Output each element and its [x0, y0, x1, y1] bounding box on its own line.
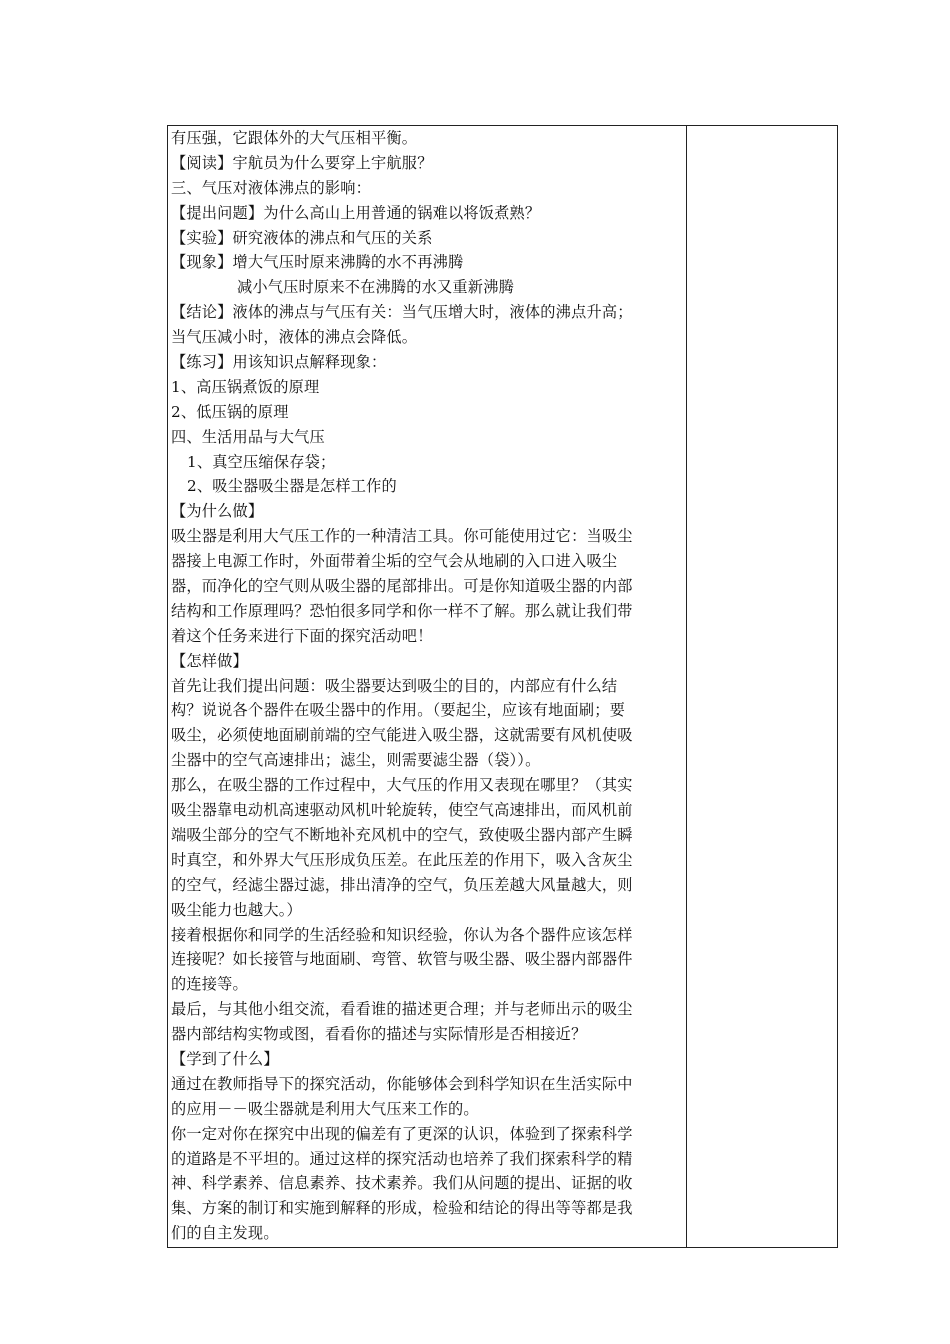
text-line: 三、气压对液体沸点的影响： — [171, 178, 372, 197]
text-line: 构？说说各个器件在吸尘器中的作用。（要起尘，应该有地面刷；要 — [171, 701, 626, 720]
text-line: 2、吸尘器吸尘器是怎样工作的 — [187, 477, 397, 496]
text-line: 你一定对你在探究中出现的偏差有了更深的认识，体验到了探索科学 — [171, 1124, 633, 1143]
text-line: 吸尘器靠电动机高速驱动风机叶轮旋转，使空气高速排出，而风机前 — [171, 801, 633, 820]
text-line: 有压强，它跟体外的大气压相平衡。 — [171, 129, 418, 147]
text-line: 着这个任务来进行下面的探究活动吧！ — [171, 626, 433, 645]
text-line: 结构和工作原理吗？恐怕很多同学和你一样不了解。那么就让我们带 — [171, 601, 633, 620]
text-line: 的空气，经滤尘器过滤，排出清净的空气，负压差越大风量越大，则 — [171, 875, 633, 894]
text-line: 们的自主发现。 — [171, 1224, 279, 1243]
text-line: 【结论】液体的沸点与气压有关：当气压增大时，液体的沸点升高； — [171, 303, 633, 322]
text-line: 的连接等。 — [171, 975, 248, 994]
text-line: 【实验】研究液体的沸点和气压的关系 — [171, 228, 433, 247]
text-line: 器，而净化的空气则从吸尘器的尾部排出。可是你知道吸尘器的内部 — [171, 577, 633, 596]
text-line: 1、真空压缩保存袋； — [187, 452, 336, 471]
text-line: 时真空，和外界大气压形成负压差。在此压差的作用下，吸入含灰尘 — [171, 850, 633, 869]
text-line: 的道路是不平坦的。通过这样的探究活动也培养了我们探索科学的精 — [171, 1149, 633, 1168]
notes-column-cell — [687, 126, 837, 1247]
text-line: 集、方案的制订和实施到解释的形成，检验和结论的得出等等都是我 — [171, 1199, 633, 1218]
text-line: 器接上电源工作时，外面带着尘垢的空气会从地刷的入口进入吸尘 — [171, 552, 618, 571]
text-line: 首先让我们提出问题：吸尘器要达到吸尘的目的，内部应有什么结 — [171, 676, 618, 695]
text-line: 【怎样做】 — [171, 651, 248, 670]
text-line: 【现象】增大气压时原来沸腾的水不再沸腾 — [171, 253, 464, 272]
text-line: 端吸尘部分的空气不断地补充风机中的空气，致使吸尘器内部产生瞬 — [171, 825, 633, 844]
text-line: 吸尘，必须使地面刷前端的空气能进入吸尘器，这就需要有风机使吸 — [171, 726, 633, 745]
lesson-content-cell — [171, 126, 683, 1246]
text-line: 四、生活用品与大气压 — [171, 427, 325, 446]
text-line: 当气压减小时，液体的沸点会降低。 — [171, 328, 418, 347]
text-line: 接着根据你和同学的生活经验和知识经验，你认为各个器件应该怎样 — [171, 925, 633, 944]
text-line: 连接呢？如长接管与地面刷、弯管、软管与吸尘器、吸尘器内部器件 — [171, 950, 633, 969]
text-line: 最后，与其他小组交流，看看谁的描述更合理；并与老师出示的吸尘 — [171, 1000, 633, 1019]
text-line: 那么，在吸尘器的工作过程中，大气压的作用又表现在哪里？（其实 — [171, 776, 633, 795]
text-line: 的应用－－吸尘器就是利用大气压来工作的。 — [171, 1099, 479, 1118]
text-line: 尘器中的空气高速排出；滤尘，则需要滤尘器（袋））。 — [171, 751, 541, 770]
text-line: 吸尘器是利用大气压工作的一种清洁工具。你可能使用过它：当吸尘 — [171, 527, 633, 546]
text-line: 1、高压锅煮饭的原理 — [171, 377, 320, 396]
text-line: 减小气压时原来不在沸腾的水又重新沸腾 — [237, 278, 514, 297]
lesson-table — [167, 125, 838, 1248]
text-line: 神、科学素养、信息素养、技术素养。我们从问题的提出、证据的收 — [171, 1174, 633, 1193]
text-line: 吸尘能力也越大。） — [171, 900, 302, 919]
text-line: 2、低压锅的原理 — [171, 402, 289, 421]
text-line: 【练习】用该知识点解释现象： — [171, 353, 387, 372]
text-line: 【提出问题】为什么高山上用普通的锅难以将饭煮熟？ — [171, 203, 541, 222]
text-line: 【阅读】宇航员为什么要穿上宇航服？ — [171, 153, 433, 172]
text-line: 【为什么做】 — [171, 502, 264, 521]
text-line: 【学到了什么】 — [171, 1049, 279, 1068]
text-line: 通过在教师指导下的探究活动，你能够体会到科学知识在生活实际中 — [171, 1074, 633, 1093]
text-line: 器内部结构实物或图，看看你的描述与实际情形是否相接近？ — [171, 1025, 587, 1044]
